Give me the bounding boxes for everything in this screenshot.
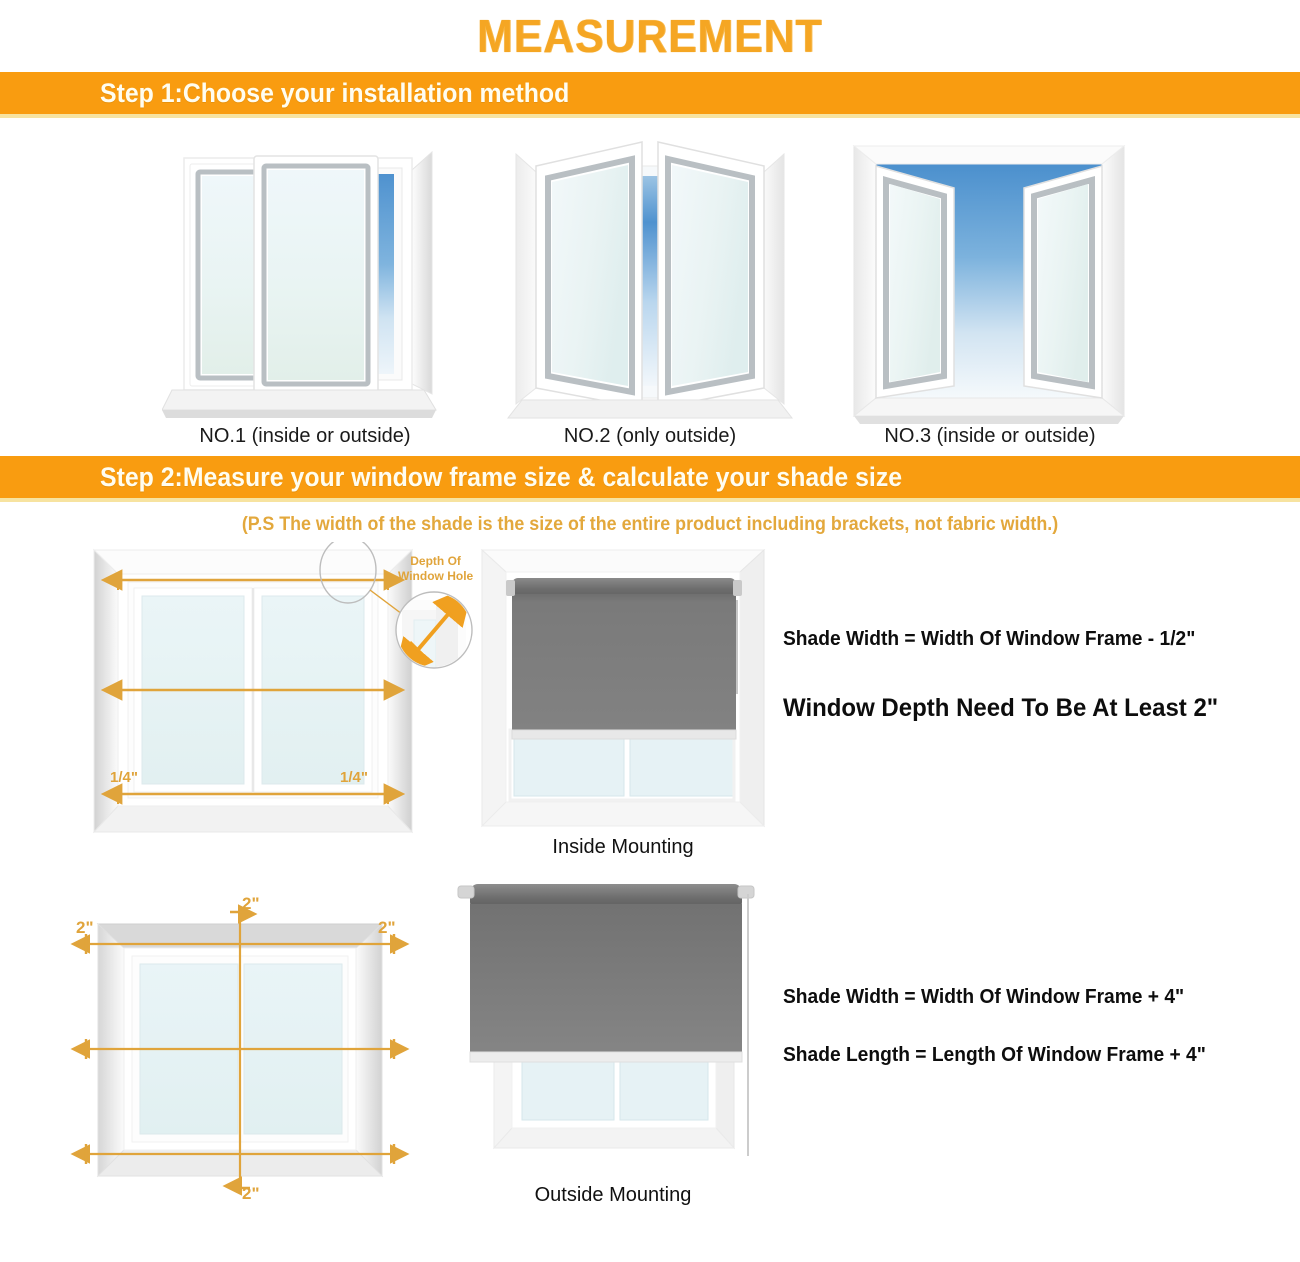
installation-option-no1[interactable]	[150, 118, 460, 456]
outside-dim-top-label: 2"	[242, 894, 260, 913]
step-2-label: Step 2:Measure your window frame size & calculate your shade size	[100, 461, 903, 492]
outside-mounting-caption: Outside Mounting	[534, 1184, 692, 1206]
depth-callout-label	[398, 554, 473, 584]
outside-measure-diagram	[70, 886, 410, 1206]
sliding-window-illustration	[162, 136, 448, 426]
step-2-banner	[0, 456, 1300, 502]
outside-formula-width: Shade Width = Width Of Window Frame + 4"	[783, 986, 1185, 1008]
page-header	[0, 0, 1300, 72]
outside-dim-left-label: 2"	[76, 918, 94, 937]
inside-mounting-section	[0, 536, 1300, 866]
installation-option-no2[interactable]	[495, 118, 805, 456]
installation-option-no1-caption: NO.1 (inside or outside)	[199, 425, 411, 447]
installation-option-no2-caption: NO.2 (only outside)	[563, 425, 737, 447]
inside-dim-left-label: 1/4"	[110, 769, 138, 786]
installation-methods-row	[0, 118, 1300, 456]
inside-formula-depth: Window Depth Need To Be At Least 2"	[783, 694, 1219, 722]
inside-formula-width: Shade Width = Width Of Window Frame - 1/2"	[783, 628, 1196, 650]
installation-option-no3[interactable]	[835, 118, 1145, 456]
outside-formula-length: Shade Length = Length Of Window Frame + 4"	[783, 1044, 1206, 1066]
outside-dim-right-label: 2"	[378, 918, 396, 937]
ps-note: (P.S The width of the shade is the size of the entire product including brackets, not fabric width.)	[241, 514, 1059, 535]
page-title: MEASUREMENT	[477, 10, 823, 62]
inside-mounting-illustration	[478, 544, 768, 834]
bifold-window-illustration	[502, 136, 798, 426]
open-casement-window-illustration	[844, 136, 1136, 426]
installation-option-no3-caption: NO.3 (inside or outside)	[884, 425, 1096, 447]
inside-mounting-caption: Inside Mounting	[552, 836, 694, 858]
depth-callout-line-2: Window Hole	[398, 569, 474, 583]
outside-dim-bottom-label: 2"	[242, 1184, 260, 1203]
step-1-label: Step 1:Choose your installation method	[100, 77, 570, 108]
inside-dim-right-label: 1/4"	[340, 769, 368, 786]
depth-callout-line-1: Depth Of	[410, 554, 461, 568]
outside-mounting-section	[0, 866, 1300, 1206]
outside-mounting-illustration	[448, 870, 778, 1180]
step-1-banner	[0, 72, 1300, 118]
